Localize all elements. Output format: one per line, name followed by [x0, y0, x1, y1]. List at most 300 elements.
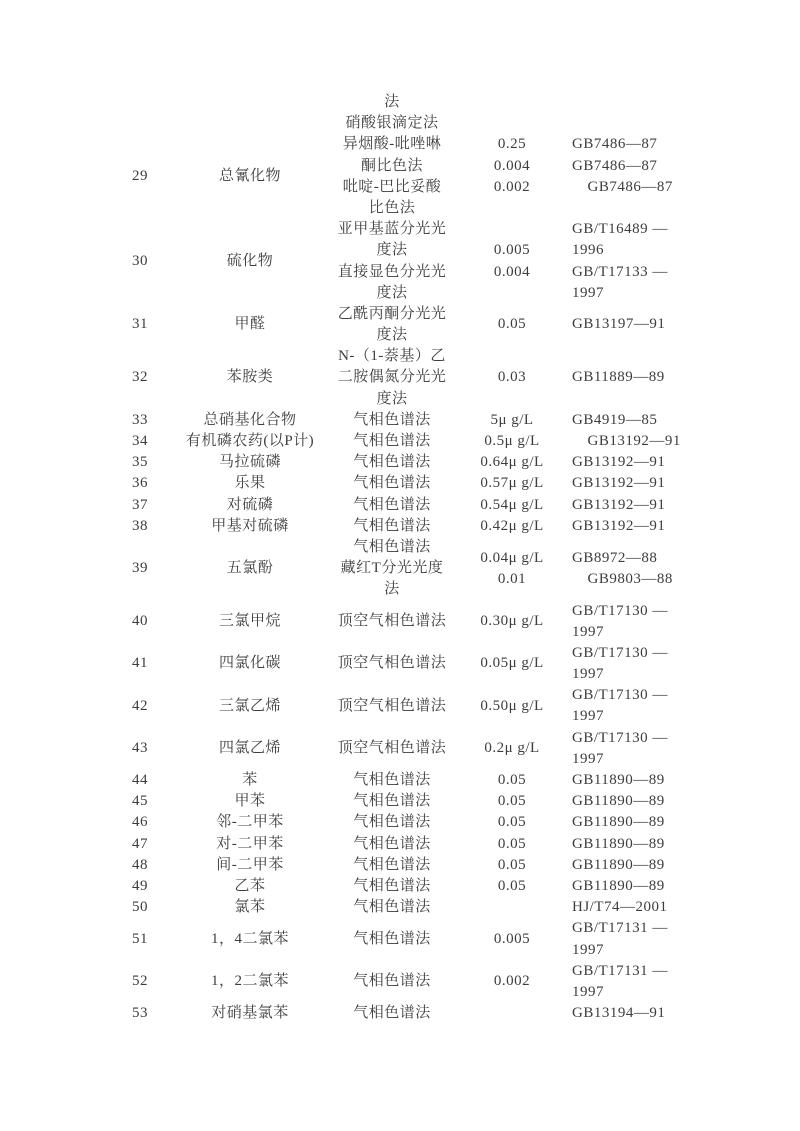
substance-name-cell-text: 甲基对硫磷 [211, 517, 289, 534]
table-row [100, 516, 700, 537]
method-cell [320, 791, 464, 812]
method-cell [320, 304, 464, 346]
row-number-cell [100, 728, 180, 770]
standard-number-cell-line: GB8972—88 [572, 549, 658, 566]
method-cell [320, 685, 464, 727]
substance-name-cell-text: 对-二甲苯 [216, 835, 284, 852]
table-row [100, 961, 700, 1003]
standard-number-cell-line: 1997 [572, 666, 604, 683]
substance-name-cell-text: 1，2二氯苯 [210, 973, 289, 990]
detection-limit-cell [464, 346, 560, 410]
method-cell-line: 气相色谱法 [353, 538, 431, 555]
row-number-cell [100, 134, 180, 219]
detection-limit-cell-line: 0.42μ g/L [480, 517, 544, 534]
method-cell-line: 法 [384, 94, 400, 110]
substance-name-cell-text: 马拉硫磷 [218, 454, 281, 471]
standard-number-cell [560, 134, 700, 219]
row-number-cell-text: 50 [132, 899, 148, 916]
table-row [100, 92, 700, 134]
substance-name-cell [180, 1003, 320, 1024]
detection-limit-cell-line: 0.54μ g/L [480, 496, 544, 513]
detection-limit-cell [464, 834, 560, 855]
method-cell [320, 961, 464, 1003]
standard-number-cell [560, 495, 700, 516]
method-cell [320, 473, 464, 494]
detection-limit-cell [464, 897, 560, 918]
substance-name-cell [180, 410, 320, 431]
detection-limit-cell [464, 728, 560, 770]
standard-number-cell-line: GB7486—87 [572, 157, 658, 174]
method-cell-line: 气相色谱法 [353, 930, 431, 947]
row-number-cell [100, 834, 180, 855]
standard-number-cell-line: GB13192—91 [572, 496, 666, 513]
method-cell-line: 酮比色法 [360, 157, 423, 174]
substance-name-cell-text: 间-二甲苯 [216, 856, 284, 873]
detection-limit-cell-line: 0.05 [497, 316, 527, 333]
method-cell [320, 134, 464, 219]
method-cell-line: 度法 [376, 327, 408, 344]
standard-number-cell-line: GB/T17130 — [572, 602, 668, 619]
method-cell-line: 气相色谱法 [353, 835, 431, 852]
method-cell-line: 二胺偶氮分光光 [337, 369, 447, 386]
substance-name-cell-text: 四氯化碳 [218, 655, 281, 672]
detection-limit-cell-line: 0.64μ g/L [480, 454, 544, 471]
detection-limit-cell [464, 812, 560, 833]
detection-limit-cell-line: 0.004 [493, 157, 531, 174]
method-cell [320, 601, 464, 643]
detection-limit-cell [464, 918, 560, 960]
method-cell-line: 顶空气相色谱法 [337, 655, 447, 672]
standard-number-cell [560, 346, 700, 410]
substance-name-cell [180, 728, 320, 770]
method-cell [320, 918, 464, 960]
standard-number-cell-line: GB11889—89 [572, 369, 665, 386]
row-number-cell [100, 855, 180, 876]
substance-name-cell [180, 473, 320, 494]
method-cell-line: 比色法 [368, 199, 416, 216]
table-row [100, 643, 700, 685]
row-number-cell-text: 39 [132, 560, 148, 577]
detection-limit-cell-line [464, 219, 560, 240]
row-number-cell-text: 51 [132, 930, 148, 947]
detection-limit-cell-line: 0.005 [493, 930, 531, 947]
row-number-cell [100, 876, 180, 897]
detection-limit-cell-line: 0.05 [497, 814, 527, 831]
method-cell [320, 855, 464, 876]
detection-limit-cell-line: 0.5μ g/L [484, 433, 540, 449]
row-number-cell [100, 452, 180, 473]
method-cell-line: 气相色谱法 [353, 856, 431, 873]
row-number-cell-text: 47 [132, 835, 148, 852]
table-row [100, 304, 700, 346]
row-number-cell-text: 36 [132, 475, 148, 492]
standard-number-cell-line: GB/T16489 — [572, 221, 668, 238]
detection-limit-cell-line: 0.05 [497, 793, 527, 810]
standard-number-cell [560, 537, 700, 601]
detection-limit-cell [464, 876, 560, 897]
detection-limit-cell-line: 0.05 [497, 877, 527, 894]
table-row [100, 728, 700, 770]
detection-limit-cell-line: 0.50μ g/L [480, 697, 544, 714]
standard-number-cell [560, 92, 700, 134]
substance-name-cell [180, 346, 320, 410]
substance-name-cell-text: 四氯乙烯 [218, 740, 281, 757]
table-row [100, 855, 700, 876]
method-cell [320, 431, 464, 452]
standard-number-cell [560, 219, 700, 304]
standard-number-cell [560, 961, 700, 1003]
method-cell-line: 度法 [376, 284, 408, 301]
substance-name-cell [180, 770, 320, 791]
substance-name-cell-text: 三氯甲烷 [218, 613, 281, 630]
substance-name-cell [180, 643, 320, 685]
standard-number-cell [560, 685, 700, 727]
standard-number-cell [560, 791, 700, 812]
detection-limit-cell [464, 431, 560, 452]
standard-number-cell [560, 1003, 700, 1024]
row-number-cell-text: 31 [132, 316, 148, 333]
detection-limit-cell [464, 304, 560, 346]
method-cell-line: 气相色谱法 [353, 475, 431, 492]
method-cell-line: 藏红T分光光度 [340, 560, 444, 577]
row-number-cell-text: 53 [132, 1005, 148, 1022]
table-row [100, 537, 700, 601]
row-number-cell-text: 40 [132, 613, 148, 630]
detection-limit-cell-line: 0.04μ g/L [480, 549, 544, 566]
method-cell [320, 410, 464, 431]
detection-limit-cell-line: 0.30μ g/L [480, 613, 544, 630]
method-cell-line: 气相色谱法 [353, 793, 431, 810]
method-cell-line: 气相色谱法 [353, 454, 431, 471]
substance-name-cell-text: 对硝基氯苯 [211, 1005, 289, 1022]
substance-name-cell-text: 乙苯 [234, 877, 266, 894]
row-number-cell-text: 32 [132, 369, 148, 386]
standard-number-cell [560, 410, 700, 431]
row-number-cell [100, 304, 180, 346]
row-number-cell-text: 35 [132, 454, 148, 471]
substance-name-cell-text: 氯苯 [234, 899, 266, 916]
row-number-cell [100, 897, 180, 918]
row-number-cell-text: 30 [132, 252, 148, 269]
table-row [100, 219, 700, 304]
detection-limit-cell-line: 0.004 [493, 263, 531, 280]
standard-number-cell-line: GB9803—88 [572, 570, 673, 587]
substance-name-cell [180, 516, 320, 537]
method-cell-line: 气相色谱法 [353, 517, 431, 534]
substance-name-cell [180, 304, 320, 346]
method-cell-line: 亚甲基蓝分光光 [337, 221, 447, 238]
standard-number-cell-line: 1997 [572, 284, 604, 301]
row-number-cell-text: 45 [132, 793, 148, 810]
substance-name-cell-text: 五氯酚 [226, 560, 274, 577]
substance-name-cell-text: 甲醛 [234, 316, 266, 333]
substance-name-cell [180, 897, 320, 918]
substance-name-cell [180, 219, 320, 304]
substance-name-cell [180, 834, 320, 855]
table-row [100, 346, 700, 410]
row-number-cell-text: 48 [132, 856, 148, 873]
row-number-cell-text: 49 [132, 877, 148, 894]
substance-name-cell [180, 495, 320, 516]
method-cell-line: 异烟酸-吡唑啉 [342, 136, 442, 153]
row-number-cell [100, 770, 180, 791]
method-cell-line: 气相色谱法 [353, 496, 431, 513]
standard-number-cell-line: GB/T17130 — [572, 687, 668, 704]
table-row [100, 770, 700, 791]
method-cell [320, 537, 464, 601]
standard-number-cell-line: 1997 [572, 750, 604, 767]
detection-limit-cell-line: 0.01 [497, 570, 527, 587]
row-number-cell [100, 537, 180, 601]
method-cell-line: 顶空气相色谱法 [337, 697, 447, 714]
row-number-cell-text: 42 [132, 697, 148, 714]
detection-limit-cell-line: 0.03 [497, 369, 527, 386]
substance-name-cell [180, 601, 320, 643]
standard-number-cell-line: GB/T17131 — [572, 920, 668, 937]
table-row [100, 601, 700, 643]
method-cell [320, 643, 464, 685]
standard-number-cell [560, 770, 700, 791]
detection-limit-cell [464, 791, 560, 812]
method-cell [320, 876, 464, 897]
row-number-cell-text: 34 [132, 433, 148, 449]
substance-name-cell-text: 硫化物 [226, 252, 274, 269]
standard-number-cell-line: GB13192—91 [572, 454, 666, 471]
detection-limit-cell [464, 92, 560, 134]
method-cell [320, 812, 464, 833]
standard-number-cell-line: GB13197—91 [572, 316, 666, 333]
standard-number-cell [560, 601, 700, 643]
method-cell [320, 728, 464, 770]
method-cell-line: 乙酰丙酮分光光 [337, 305, 447, 322]
table-row [100, 685, 700, 727]
standard-number-cell-line: 1997 [572, 941, 604, 958]
detection-limit-cell [464, 601, 560, 643]
row-number-cell [100, 601, 180, 643]
standard-number-cell [560, 473, 700, 494]
standard-number-cell [560, 431, 700, 452]
detection-limit-cell [464, 219, 560, 304]
standard-number-cell [560, 834, 700, 855]
detection-limit-cell [464, 961, 560, 1003]
row-number-cell-text: 52 [132, 973, 148, 990]
substance-name-cell-text: 1，4二氯苯 [210, 930, 289, 947]
row-number-cell [100, 812, 180, 833]
standard-number-cell [560, 728, 700, 770]
standard-number-cell [560, 643, 700, 685]
method-cell [320, 897, 464, 918]
standard-number-cell-line: GB4919—85 [572, 411, 658, 428]
substance-name-cell-text: 甲苯 [234, 793, 266, 810]
table-row [100, 410, 700, 431]
standard-number-cell-line: GB13192—91 [572, 433, 681, 449]
row-number-cell [100, 516, 180, 537]
substance-name-cell [180, 452, 320, 473]
substance-name-cell [180, 876, 320, 897]
detection-limit-cell [464, 770, 560, 791]
method-cell-line: 法 [384, 581, 400, 598]
table-row [100, 473, 700, 494]
detection-limit-cell-line: 0.002 [493, 973, 531, 990]
row-number-cell [100, 791, 180, 812]
method-cell-line: 度法 [376, 390, 408, 407]
substance-name-cell-text: 有机磷农药(以P计) [185, 433, 315, 449]
detection-limit-cell-line: 0.2μ g/L [484, 740, 540, 757]
detection-limit-cell [464, 495, 560, 516]
method-cell-line: 气相色谱法 [353, 772, 431, 788]
detection-limit-cell-line: 0.05μ g/L [480, 655, 544, 672]
row-number-cell [100, 495, 180, 516]
table-row [100, 134, 700, 219]
method-cell-line: 气相色谱法 [353, 411, 431, 428]
substance-name-cell [180, 92, 320, 134]
standard-number-cell-line: GB13192—91 [572, 475, 666, 492]
standard-number-cell [560, 897, 700, 918]
method-cell-line: 吡啶-巴比妥酸 [342, 178, 442, 195]
detection-limit-cell-line: 0.25 [497, 136, 527, 153]
standard-number-cell [560, 855, 700, 876]
standard-number-cell-line: 1997 [572, 983, 604, 1000]
substance-name-cell [180, 685, 320, 727]
substance-name-cell-text: 邻-二甲苯 [216, 814, 284, 831]
substance-name-cell [180, 855, 320, 876]
substance-name-cell [180, 961, 320, 1003]
detection-limit-cell [464, 473, 560, 494]
standard-number-cell [560, 452, 700, 473]
standard-number-cell-line: GB11890—89 [572, 835, 665, 852]
detection-limit-cell [464, 516, 560, 537]
detection-limit-cell-line: 0.05 [497, 856, 527, 873]
substance-name-cell-text: 总硝基化合物 [203, 411, 297, 428]
standard-number-cell-line: HJ/T74—2001 [572, 899, 668, 916]
table-row [100, 897, 700, 918]
method-cell-line: 气相色谱法 [353, 433, 431, 449]
detection-limit-cell [464, 410, 560, 431]
detection-limit-cell-line: 0.005 [493, 242, 531, 259]
method-cell-line: 度法 [376, 242, 408, 259]
substance-name-cell-text: 乐果 [234, 475, 266, 492]
method-cell-line: 硝酸银滴定法 [345, 115, 439, 132]
method-cell-line: 气相色谱法 [353, 899, 431, 916]
row-number-cell-text: 37 [132, 496, 148, 513]
table-row [100, 452, 700, 473]
substance-name-cell-text: 总氰化物 [218, 168, 281, 185]
row-number-cell [100, 685, 180, 727]
substance-name-cell-text: 对硫磷 [226, 496, 274, 513]
substance-name-cell [180, 537, 320, 601]
substance-name-cell-text: 苯胺类 [226, 369, 274, 386]
row-number-cell [100, 219, 180, 304]
detection-limit-cell [464, 537, 560, 601]
standard-number-cell-line: 1997 [572, 623, 604, 640]
table-row [100, 834, 700, 855]
standard-number-cell-line: GB11890—89 [572, 877, 665, 894]
standard-number-cell-line: 1997 [572, 708, 604, 725]
table-row [100, 431, 700, 452]
table-row [100, 495, 700, 516]
row-number-cell [100, 1003, 180, 1024]
method-cell [320, 219, 464, 304]
row-number-cell [100, 431, 180, 452]
method-cell [320, 452, 464, 473]
detection-limit-cell [464, 452, 560, 473]
detection-limit-cell [464, 1003, 560, 1024]
substance-name-cell [180, 431, 320, 452]
row-number-cell [100, 410, 180, 431]
row-number-cell [100, 346, 180, 410]
standard-number-cell [560, 516, 700, 537]
standard-number-cell-line: GB/T17133 — [572, 263, 668, 280]
standard-number-cell-line: GB7486—87 [572, 136, 658, 153]
row-number-cell-text: 38 [132, 517, 148, 534]
substance-name-cell [180, 918, 320, 960]
row-number-cell [100, 473, 180, 494]
method-cell-line: 气相色谱法 [353, 814, 431, 831]
detection-limit-cell [464, 855, 560, 876]
row-number-cell-text: 33 [132, 411, 148, 428]
row-number-cell-text: 44 [132, 772, 148, 788]
detection-limit-cell-line: 5μ g/L [490, 411, 534, 428]
substance-name-cell-text: 三氯乙烯 [218, 697, 281, 714]
substance-name-cell-text [180, 103, 320, 124]
row-number-cell-text [100, 103, 180, 124]
detection-limit-cell-line [464, 198, 560, 219]
standard-number-cell [560, 812, 700, 833]
method-cell [320, 770, 464, 791]
substance-name-cell-text: 苯 [242, 772, 258, 788]
standard-number-cell-line: GB11890—89 [572, 814, 665, 831]
standard-number-cell-line: GB/T17130 — [572, 644, 668, 661]
method-cell-line: 顶空气相色谱法 [337, 740, 447, 757]
method-cell [320, 1003, 464, 1024]
standard-number-cell-line: GB7486—87 [572, 178, 673, 195]
table-row [100, 791, 700, 812]
row-number-cell-text: 43 [132, 740, 148, 757]
substance-name-cell [180, 791, 320, 812]
standard-number-cell [560, 918, 700, 960]
standard-number-cell-line: GB13192—91 [572, 517, 666, 534]
row-number-cell-text: 46 [132, 814, 148, 831]
row-number-cell-text: 41 [132, 655, 148, 672]
detection-limit-cell [464, 643, 560, 685]
row-number-cell [100, 961, 180, 1003]
standard-number-cell-line: GB/T17130 — [572, 729, 668, 746]
detection-limit-cell-line: 0.57μ g/L [480, 475, 544, 492]
row-number-cell [100, 918, 180, 960]
detection-limit-cell-line: 0.05 [497, 835, 527, 852]
method-cell [320, 834, 464, 855]
method-cell-line: 气相色谱法 [353, 973, 431, 990]
standard-number-cell-line: GB/T17131 — [572, 962, 668, 979]
standard-number-cell-line: GB13194—91 [572, 1005, 666, 1022]
method-cell-line: 气相色谱法 [353, 877, 431, 894]
table-row [100, 876, 700, 897]
row-number-cell-text: 29 [132, 168, 148, 185]
method-cell-line: 直接显色分光光 [337, 263, 447, 280]
detection-limit-cell [464, 134, 560, 219]
method-cell-line: N-（1-萘基）乙 [338, 348, 446, 365]
method-cell [320, 495, 464, 516]
standard-number-cell-line: GB11890—89 [572, 856, 665, 873]
standard-number-cell-line: 1996 [572, 242, 604, 259]
table-row [100, 1003, 700, 1024]
table-row [100, 918, 700, 960]
detection-limit-cell-line: 0.05 [497, 772, 527, 788]
standard-number-cell-line [572, 198, 700, 219]
method-cell [320, 346, 464, 410]
standard-number-cell-line: GB11890—89 [572, 793, 665, 810]
standard-number-cell [560, 304, 700, 346]
